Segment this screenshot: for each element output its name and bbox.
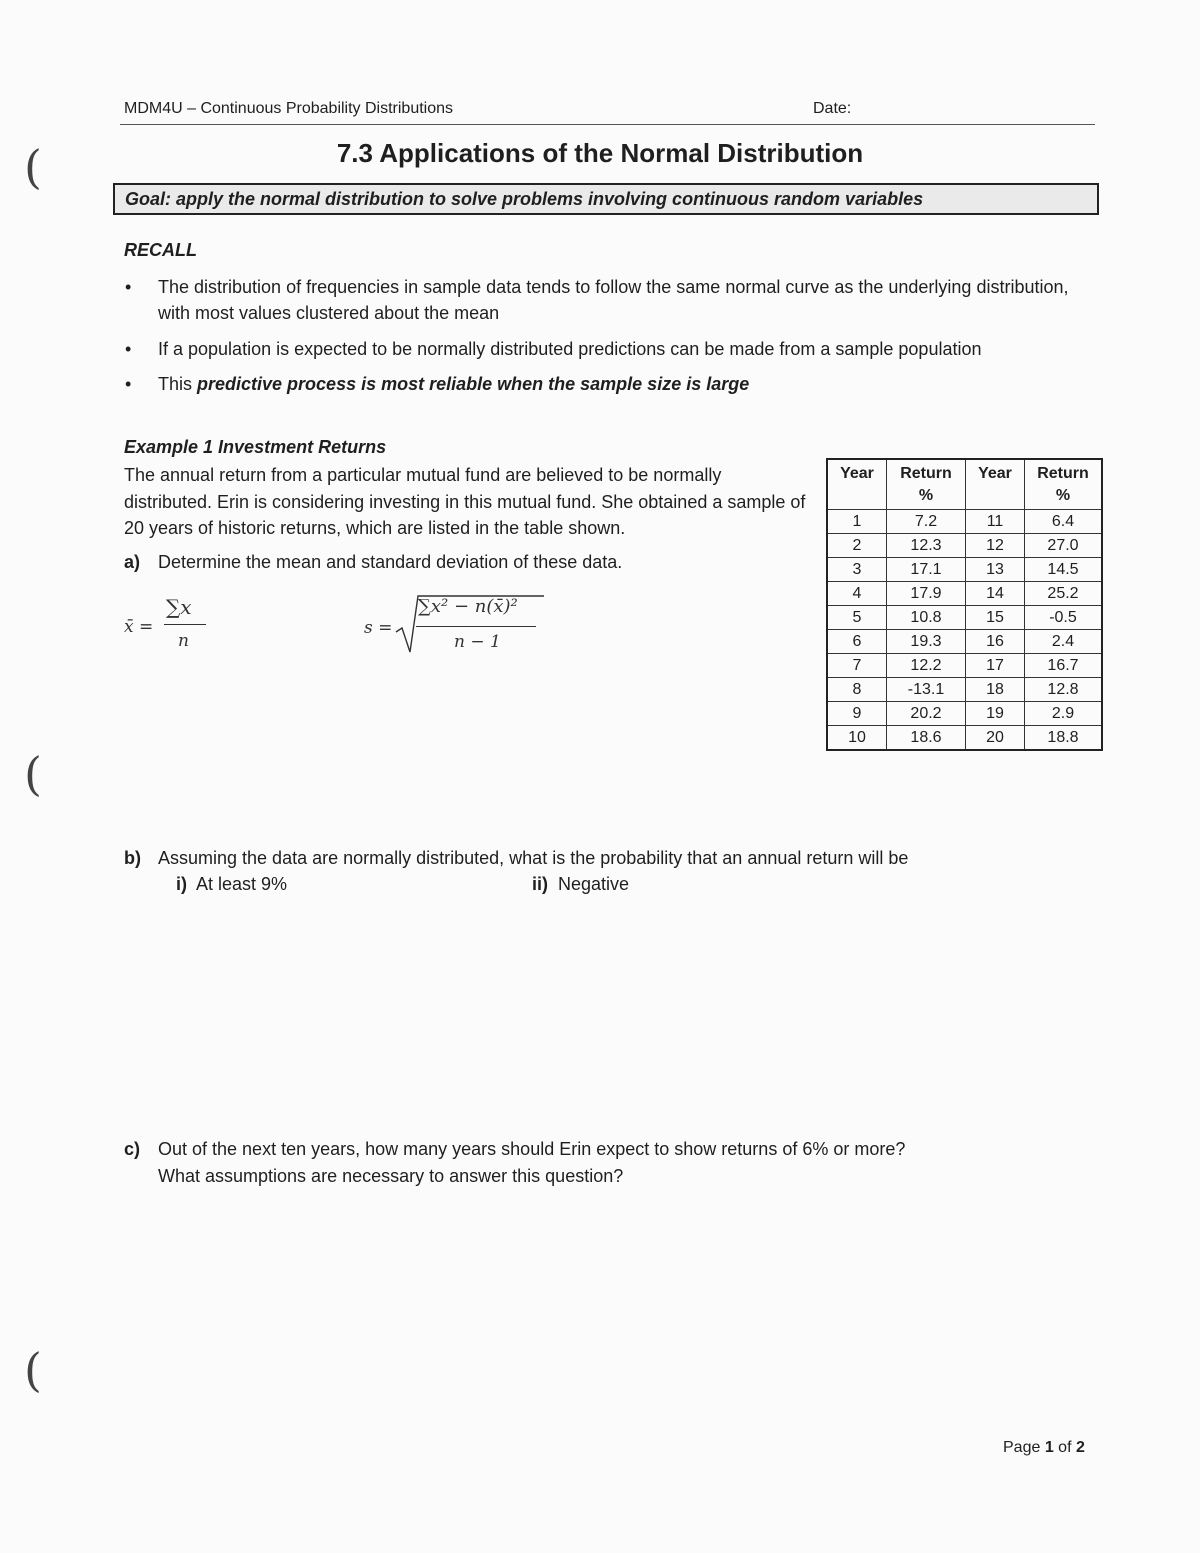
column-header-return: Return % bbox=[1025, 459, 1103, 510]
table-cell: 16.7 bbox=[1025, 654, 1103, 678]
table-cell: 13 bbox=[966, 558, 1025, 582]
column-header-year: Year bbox=[827, 459, 887, 510]
date-label: Date: bbox=[813, 100, 852, 117]
page-number: Page 1 of 2 bbox=[1003, 1439, 1085, 1456]
question-c-line-2: What assumptions are necessary to answer this question? bbox=[158, 1165, 624, 1186]
mean-fraction-bar bbox=[164, 624, 206, 625]
example-title: Example 1 Investment Returns bbox=[124, 437, 387, 457]
mean-formula-lhs: x̄ = bbox=[124, 617, 154, 637]
table-cell: 9 bbox=[827, 702, 887, 726]
mean-formula-denominator: n bbox=[178, 631, 189, 651]
table-row bbox=[827, 702, 1102, 726]
recall-bullet-1 bbox=[125, 274, 1088, 326]
binder-hole-mark-middle: ( bbox=[24, 747, 42, 801]
table-cell: -0.5 bbox=[1025, 606, 1103, 630]
recall-heading: RECALL bbox=[124, 240, 197, 260]
table-row bbox=[827, 510, 1102, 534]
recall-bullet-1-text: The distribution of frequencies in sample data tends to follow the same normal curve as the underlying distribution, with most values clustered about the mean bbox=[158, 277, 1069, 323]
bullet-icon: • bbox=[125, 277, 132, 297]
table-cell: -13.1 bbox=[887, 678, 966, 702]
table-cell: 12.2 bbox=[887, 654, 966, 678]
question-c-label: c) bbox=[124, 1139, 141, 1159]
table-cell: 6 bbox=[827, 630, 887, 654]
table-cell: 12 bbox=[966, 534, 1025, 558]
table-row bbox=[827, 726, 1102, 751]
question-b-i: i) At least 9% bbox=[176, 874, 288, 894]
course-header: MDM4U – Continuous Probability Distributions bbox=[124, 100, 454, 117]
recall-bullet-2-text: If a population is expected to be normally distributed predictions can be made from a sample population bbox=[158, 339, 982, 359]
column-header-year: Year bbox=[966, 459, 1025, 510]
sd-formula-numerator: ∑x² − n(x̄)² bbox=[418, 596, 518, 617]
table-cell: 18.6 bbox=[887, 726, 966, 751]
table-cell: 17.9 bbox=[887, 582, 966, 606]
sd-formula-denominator: n − 1 bbox=[454, 632, 501, 652]
returns-table bbox=[826, 458, 1103, 751]
table-cell: 6.4 bbox=[1025, 510, 1103, 534]
table-cell: 17.1 bbox=[887, 558, 966, 582]
question-a-text: Determine the mean and standard deviation of these data. bbox=[158, 552, 623, 572]
table-row bbox=[827, 654, 1102, 678]
table-cell: 3 bbox=[827, 558, 887, 582]
recall-bullet-3-prefix: This bbox=[158, 374, 198, 394]
question-a-label: a) bbox=[124, 552, 141, 572]
binder-hole-mark-bottom: ( bbox=[24, 1343, 42, 1397]
recall-bullet-3-emphasis: predictive process is most reliable when the sample size is large bbox=[197, 374, 750, 394]
bullet-icon: • bbox=[125, 374, 132, 394]
table-cell: 20.2 bbox=[887, 702, 966, 726]
table-cell: 7 bbox=[827, 654, 887, 678]
table-cell: 12.3 bbox=[887, 534, 966, 558]
table-cell: 8 bbox=[827, 678, 887, 702]
table-row bbox=[827, 606, 1102, 630]
table-cell: 27.0 bbox=[1025, 534, 1103, 558]
table-cell: 16 bbox=[966, 630, 1025, 654]
table-cell: 2.4 bbox=[1025, 630, 1103, 654]
table-cell: 2 bbox=[827, 534, 887, 558]
table-cell: 7.2 bbox=[887, 510, 966, 534]
table-cell: 1 bbox=[827, 510, 887, 534]
table-cell: 14.5 bbox=[1025, 558, 1103, 582]
question-b-ii: ii) Negative bbox=[532, 874, 630, 894]
table-row bbox=[827, 582, 1102, 606]
question-a bbox=[124, 552, 622, 573]
question-b-label: b) bbox=[124, 848, 141, 868]
sd-fraction-bar bbox=[416, 626, 536, 627]
table-cell: 14 bbox=[966, 582, 1025, 606]
table-cell: 25.2 bbox=[1025, 582, 1103, 606]
mean-formula-numerator: ∑x bbox=[166, 595, 192, 619]
example-description: The annual return from a particular mutual fund are believed to be normally distributed. Erin is considering investing in this mutual fund. She obtained a sample of 20 years of historic returns, which are listed in the table shown. bbox=[124, 465, 806, 538]
sd-formula-lhs: s = bbox=[364, 618, 393, 638]
table-cell: 19 bbox=[966, 702, 1025, 726]
table-row bbox=[827, 678, 1102, 702]
table-cell: 4 bbox=[827, 582, 887, 606]
recall-bullet-3 bbox=[125, 371, 1088, 397]
question-b-text: Assuming the data are normally distributed, what is the probability that an annual return will be bbox=[158, 848, 909, 868]
page-title: 7.3 Applications of the Normal Distribution bbox=[336, 138, 864, 168]
column-header-return: Return % bbox=[887, 459, 966, 510]
bullet-icon: • bbox=[125, 339, 132, 359]
table-cell: 10 bbox=[827, 726, 887, 751]
table-row bbox=[827, 534, 1102, 558]
table-cell: 12.8 bbox=[1025, 678, 1103, 702]
question-b bbox=[124, 845, 908, 897]
table-cell: 18 bbox=[966, 678, 1025, 702]
table-row bbox=[827, 558, 1102, 582]
table-cell: 17 bbox=[966, 654, 1025, 678]
table-cell: 20 bbox=[966, 726, 1025, 751]
binder-hole-mark-top: ( bbox=[24, 140, 42, 194]
table-cell: 5 bbox=[827, 606, 887, 630]
table-cell: 10.8 bbox=[887, 606, 966, 630]
question-c bbox=[124, 1136, 905, 1189]
table-cell: 11 bbox=[966, 510, 1025, 534]
mean-formula bbox=[124, 595, 224, 655]
question-c-line-1: Out of the next ten years, how many years should Erin expect to show returns of 6% or more? bbox=[158, 1139, 906, 1159]
table-header-row bbox=[827, 459, 1102, 510]
table-cell: 15 bbox=[966, 606, 1025, 630]
standard-deviation-formula bbox=[364, 590, 544, 658]
table-cell: 18.8 bbox=[1025, 726, 1103, 751]
goal-box bbox=[113, 183, 1099, 215]
recall-bullet-2 bbox=[125, 336, 1088, 362]
table-cell: 2.9 bbox=[1025, 702, 1103, 726]
goal-text: Goal: apply the normal distribution to solve problems involving continuous random variables bbox=[125, 189, 924, 209]
table-row bbox=[827, 630, 1102, 654]
table-cell: 19.3 bbox=[887, 630, 966, 654]
header-divider bbox=[120, 124, 1095, 125]
